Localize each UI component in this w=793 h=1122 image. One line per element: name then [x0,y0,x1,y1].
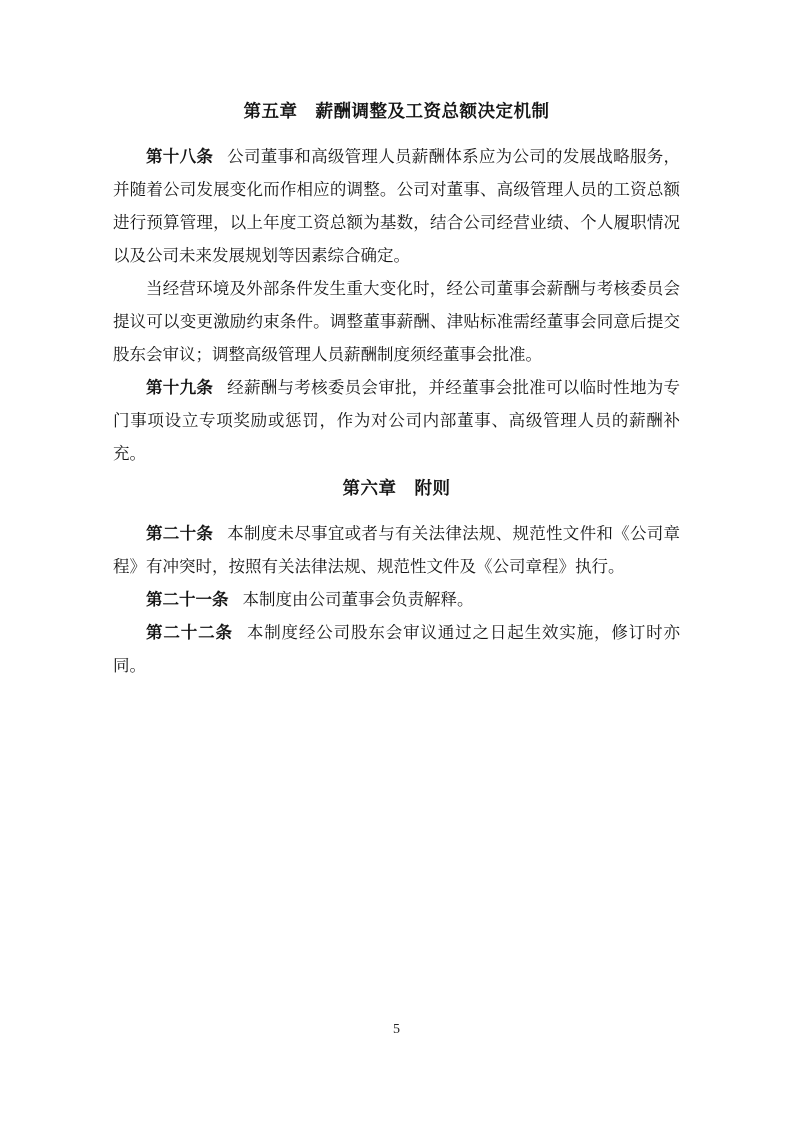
adjustment-conditions-text: 当经营环境及外部条件发生重大变化时，经公司董事会薪酬与考核委员会提议可以变更激励约束条件。调整董事薪酬、津贴标准需经董事会同意后提交股东会审议；调整高级管理人员薪酬制度须经董事会批准。 [113,279,680,364]
page-number: 5 [393,1022,400,1037]
article-20-text: 本制度未尽事宜或者与有关法律法规、规范性文件和《公司章程》有冲突时，按照有关法律法规、规范性文件及《公司章程》执行。 [113,524,681,576]
article-20-paragraph [113,517,680,583]
adjustment-conditions-paragraph [113,272,680,371]
article-18-number: 第十八条 [146,147,214,166]
article-21-number: 第二十一条 [146,590,229,609]
article-19-text: 经薪酬与考核委员会审批，并经董事会批准可以临时性地为专门事项设立专项奖励或惩罚，作为对公司内部董事、高级管理人员的薪酬补充。 [113,378,681,463]
article-18-text: 公司董事和高级管理人员薪酬体系应为公司的发展战略服务，并随着公司发展变化而作相应的调整。公司对董事、高级管理人员的工资总额进行预算管理，以上年度工资总额为基数，结合公司经营业绩、个人履职情况以及公司未来发展规划等因素综合确定。 [113,147,681,265]
article-20-number: 第二十条 [146,524,214,543]
document-content [113,93,680,682]
page-footer [0,1022,793,1038]
article-22-paragraph [113,616,680,682]
chapter-5-heading: 第五章 薪酬调整及工资总额决定机制 [243,101,550,121]
article-19-paragraph [113,371,680,470]
article-19-number: 第十九条 [146,378,214,397]
article-21-text: 本制度由公司董事会负责解释。 [242,590,474,609]
article-22-number: 第二十二条 [146,623,233,642]
article-21-paragraph [113,583,680,616]
chapter-6-heading: 第六章 附则 [342,478,451,498]
article-22-text: 本制度经公司股东会审议通过之日起生效实施，修订时亦同。 [113,623,681,675]
article-18-paragraph [113,140,680,272]
